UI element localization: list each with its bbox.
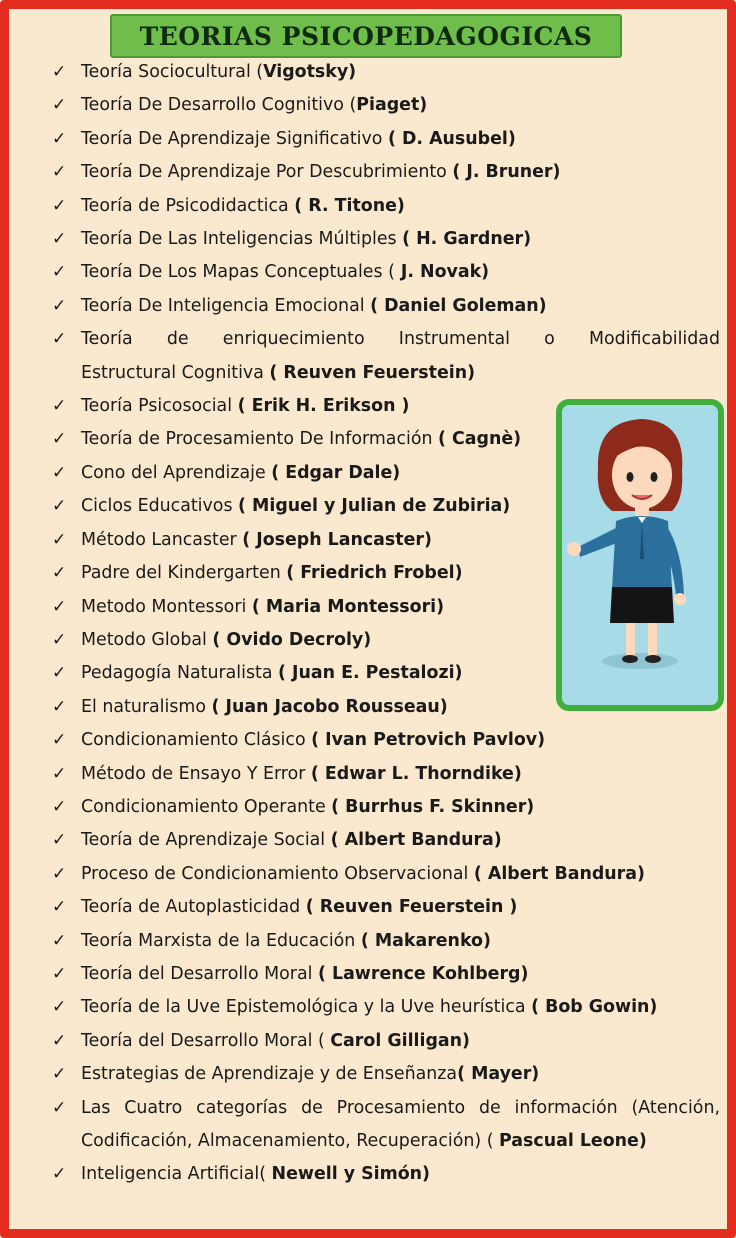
checkmark-icon: ✓ (52, 95, 67, 116)
theory-text-continued: Estructural Cognitiva (81, 362, 270, 383)
checkmark-icon: ✓ (52, 596, 67, 617)
theory-item (50, 858, 720, 891)
theory-author: ( Juan Jacobo Rousseau) (211, 696, 448, 717)
theory-item (50, 156, 720, 189)
theory-text: Teoría De Aprendizaje Significativo (81, 128, 388, 149)
theory-text: Metodo Global (81, 629, 213, 650)
theory-text: Teoría de Autoplasticidad (81, 897, 306, 918)
checkmark-icon: ✓ (52, 963, 67, 984)
checkmark-icon: ✓ (52, 930, 67, 951)
theory-item (50, 1025, 720, 1058)
theory-item (50, 991, 720, 1024)
checkmark-icon: ✓ (52, 62, 67, 82)
checkmark-icon: ✓ (52, 1030, 67, 1051)
checkmark-icon: ✓ (52, 796, 67, 817)
checkmark-icon: ✓ (52, 229, 67, 250)
theory-author: ( Bob Gowin) (531, 997, 658, 1018)
checkmark-icon: ✓ (52, 529, 67, 550)
theory-item (50, 256, 720, 289)
theory-author: Pascual Leone) (499, 1131, 647, 1151)
theory-text: Teoría Psicosocial (81, 396, 238, 417)
theory-author: ( Makarenko) (360, 930, 491, 951)
theory-text: Cono del Aprendizaje (81, 462, 272, 483)
checkmark-icon: ✓ (52, 1064, 67, 1085)
checkmark-icon: ✓ (52, 997, 67, 1018)
theory-author: ( Juan E. Pestalozi) (278, 663, 463, 684)
theory-item (50, 891, 720, 924)
theory-author: ( D. Ausubel) (387, 128, 516, 149)
theory-item (50, 390, 539, 423)
theory-text: Padre del Kindergarten (81, 563, 287, 584)
theory-author: ( Reuven Feuerstein) (269, 362, 476, 383)
checkmark-icon: ✓ (52, 462, 67, 483)
theory-author: Carol Gilligan) (330, 1030, 470, 1051)
page-title: TEORIAS PSICOPEDAGOGICAS (110, 14, 622, 58)
checkmark-icon: ✓ (52, 1097, 67, 1118)
theory-text: Teoría de enriquecimiento Instrumental o Modificabilidad (81, 329, 720, 350)
theory-text: Teoría de Aprendizaje Social (81, 830, 331, 851)
theory-item (50, 1092, 720, 1159)
checkmark-icon: ✓ (52, 629, 67, 650)
theory-author: ( Edgar Dale) (271, 462, 401, 483)
theory-item (50, 791, 720, 824)
theory-text: Teoría de Psicodidactica (81, 195, 295, 216)
checkmark-icon: ✓ (52, 830, 67, 851)
checkmark-icon: ✓ (52, 563, 67, 584)
theory-item (50, 958, 720, 991)
theory-text: Teoría De Inteligencia Emocional (81, 295, 371, 316)
theory-text: Proceso de Condicionamiento Observacional (81, 863, 474, 884)
checkmark-icon: ✓ (52, 429, 67, 450)
theory-item (50, 824, 720, 857)
theory-author: ( Lawrence Kohlberg) (317, 963, 529, 984)
theory-author: ( Mayer) (457, 1064, 540, 1085)
theory-item (50, 423, 539, 456)
theory-text: Teoría de la Uve Epistemológica y la Uve heurística (81, 997, 532, 1018)
theory-author: ( H. Gardner) (402, 229, 532, 250)
theory-author: ( R. Titone) (294, 195, 405, 216)
theory-text: Teoría De Aprendizaje Por Descubrimiento (81, 162, 453, 183)
theory-item (50, 56, 720, 89)
theory-item (50, 89, 720, 122)
theory-item (50, 758, 720, 791)
theory-text: Teoría De Las Inteligencias Múltiples (81, 229, 403, 250)
theory-item (50, 323, 720, 390)
checkmark-icon: ✓ (52, 162, 67, 183)
theory-item (50, 1058, 720, 1091)
theory-text-continued: Codificación, Almacenamiento, Recuperación) ( (81, 1131, 500, 1151)
theory-text: Método de Ensayo Y Error (81, 763, 311, 784)
theory-item (50, 925, 720, 958)
theory-text: Teoría De Desarrollo Cognitivo ( (81, 95, 357, 116)
checkmark-icon: ✓ (52, 496, 67, 517)
checkmark-icon: ✓ (52, 295, 67, 316)
theory-item (50, 1158, 720, 1191)
theory-author: ( Erik H. Erikson ) (237, 396, 410, 417)
checkmark-icon: ✓ (52, 897, 67, 918)
checkmark-icon: ✓ (52, 696, 67, 717)
theory-text: Teoría del Desarrollo Moral (81, 963, 318, 984)
theory-author: ( Joseph Lancaster) (242, 529, 432, 550)
theory-author: ( Cagnè) (438, 429, 522, 450)
theory-author: ( Daniel Goleman) (370, 295, 547, 316)
checkmark-icon: ✓ (52, 128, 67, 149)
theory-text: Teoría Sociocultural ( (81, 62, 264, 82)
theory-text: Inteligencia Artificial( (81, 1164, 272, 1185)
theory-item (50, 123, 720, 156)
checkmark-icon: ✓ (52, 1164, 67, 1185)
checkmark-icon: ✓ (52, 396, 67, 417)
theory-item (50, 724, 720, 757)
theory-author: ( Maria Montessori) (251, 596, 445, 617)
theory-author: ( Friedrich Frobel) (286, 563, 463, 584)
theory-author: ( Burrhus F. Skinner) (331, 796, 535, 817)
checkmark-icon: ✓ (52, 262, 67, 283)
checkmark-icon: ✓ (52, 763, 67, 784)
theory-text: Teoría de Procesamiento De Información (81, 429, 439, 450)
theory-author: ( Edwar L. Thorndike) (310, 763, 522, 784)
theory-text: Teoría De Los Mapas Conceptuales ( (81, 262, 395, 283)
theory-item (50, 290, 720, 323)
theory-text: El naturalismo (81, 696, 212, 717)
checkmark-icon: ✓ (52, 863, 67, 884)
theory-text: Estrategias de Aprendizaje y de Enseñanza (81, 1064, 458, 1085)
theory-text: Condicionamiento Operante (81, 796, 332, 817)
teacher-illustration (556, 399, 724, 711)
theory-text: Método Lancaster (81, 529, 243, 550)
theory-author: ( Miguel y Julian de Zubiria) (238, 496, 511, 517)
checkmark-icon: ✓ (52, 730, 67, 751)
theory-text: Ciclos Educativos (81, 496, 239, 517)
theory-item (50, 223, 720, 256)
theory-author: Vigotsky) (263, 62, 357, 82)
theory-author: ( Reuven Feuerstein ) (305, 897, 518, 918)
theory-author: ( Albert Bandura) (473, 863, 645, 884)
checkmark-icon: ✓ (52, 329, 67, 350)
theory-text: Condicionamiento Clásico (81, 730, 312, 751)
theory-author: Piaget) (356, 95, 428, 116)
theory-author: ( J. Bruner) (452, 162, 561, 183)
checkmark-icon: ✓ (52, 663, 67, 684)
theory-text: Teoría del Desarrollo Moral ( (81, 1030, 331, 1051)
theory-text: Metodo Montessori (81, 596, 252, 617)
theory-author: Newell y Simón) (271, 1164, 430, 1185)
theory-text: Pedagogía Naturalista (81, 663, 279, 684)
theory-author: ( Ivan Petrovich Pavlov) (311, 730, 546, 751)
theory-text: Teoría Marxista de la Educación (81, 930, 361, 951)
theory-author: J. Novak) (394, 262, 490, 283)
theory-author: ( Albert Bandura) (330, 830, 502, 851)
theory-item (50, 190, 720, 223)
theory-text: Las Cuatro categorías de Procesamiento de información (Atención, (81, 1097, 720, 1118)
checkmark-icon: ✓ (52, 195, 67, 216)
theory-author: ( Ovido Decroly) (212, 629, 372, 650)
